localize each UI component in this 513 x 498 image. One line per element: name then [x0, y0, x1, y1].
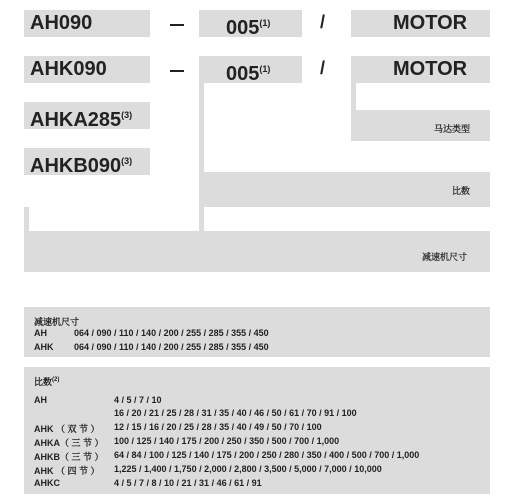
- separator: [356, 83, 490, 110]
- table-row-values: 4 / 5 / 7 / 10: [114, 395, 162, 405]
- table-row-model: AHKC: [34, 478, 60, 488]
- model-code-ahk090: AHK090: [30, 58, 107, 80]
- model-code-ahka285: AHKA285$^{(3)}$: [30, 109, 133, 131]
- ratio-panel-bottom: [199, 172, 490, 207]
- table-row-model: AHK （ 四 节 ）: [34, 466, 100, 476]
- ratio-code: 005$^{(1)}$: [226, 63, 271, 85]
- ratio-label: 比数: [452, 186, 471, 196]
- separator-dash: [170, 70, 184, 72]
- model-code-ahkb090: AHKB090$^{(3)}$: [30, 155, 133, 177]
- reducer-size-label: 减速机尺寸: [422, 252, 468, 262]
- table-row-values: 100 / 125 / 140 / 175 / 200 / 250 / 350 / 500 / 700 / 1,000: [114, 436, 340, 446]
- separator-slash: /: [320, 58, 326, 78]
- ratio-table: [24, 367, 490, 494]
- table-row-model: AHK （ 双 节 ）: [34, 424, 100, 434]
- table-row-values: 064 / 090 / 110 / 140 / 200 / 255 / 285 / 355 / 450: [74, 342, 269, 352]
- table-row-values: 4 / 5 / 7 / 8 / 10 / 21 / 31 / 46 / 61 / 91: [114, 478, 262, 488]
- motor-code: MOTOR: [393, 12, 468, 34]
- table-row-model: AHKA（ 三 节 ）: [34, 438, 104, 448]
- table-row-model: AH: [34, 328, 47, 338]
- separator: [24, 37, 490, 56]
- separator: [204, 83, 350, 172]
- separator: [29, 207, 199, 231]
- motor-type-label: 马达类型: [434, 124, 471, 134]
- reducer-size-table: [24, 307, 490, 357]
- ratio-code: 005$^{(1)}$: [226, 17, 271, 39]
- table-title: 减速机尺寸: [34, 317, 80, 327]
- separator: [302, 10, 351, 37]
- table-title: 比数$^{(2)}$: [34, 377, 60, 387]
- separator: [24, 129, 150, 148]
- table-row-values: 64 / 84 / 100 / 125 / 140 / 175 / 200 / 250 / 280 / 350 / 400 / 500 / 700 / 1,000: [114, 450, 420, 460]
- table-row-values: 064 / 090 / 110 / 140 / 200 / 255 / 285 / 355 / 450: [74, 328, 269, 338]
- separator: [204, 207, 490, 231]
- table-row-values: 1,225 / 1,400 / 1,750 / 2,000 / 2,800 / 3,500 / 5,000 / 7,000 / 10,000: [114, 464, 382, 474]
- model-code-ah090: AH090: [30, 12, 93, 34]
- separator-slash: /: [320, 12, 326, 32]
- separator: [302, 56, 351, 83]
- separator-dash: [170, 24, 184, 26]
- separator: [29, 175, 199, 207]
- motor-code: MOTOR: [393, 58, 468, 80]
- separator: [24, 83, 150, 102]
- table-row-model: AHKB（ 三 节 ）: [34, 452, 104, 462]
- table-row-values: 16 / 20 / 21 / 25 / 28 / 31 / 35 / 40 / 46 / 50 / 61 / 70 / 91 / 100: [114, 408, 357, 418]
- table-row-model: AH: [34, 395, 47, 405]
- table-row-model: AHK: [34, 342, 54, 352]
- table-row-values: 12 / 15 / 16 / 20 / 25 / 28 / 35 / 40 / 49 / 50 / 70 / 100: [114, 422, 322, 432]
